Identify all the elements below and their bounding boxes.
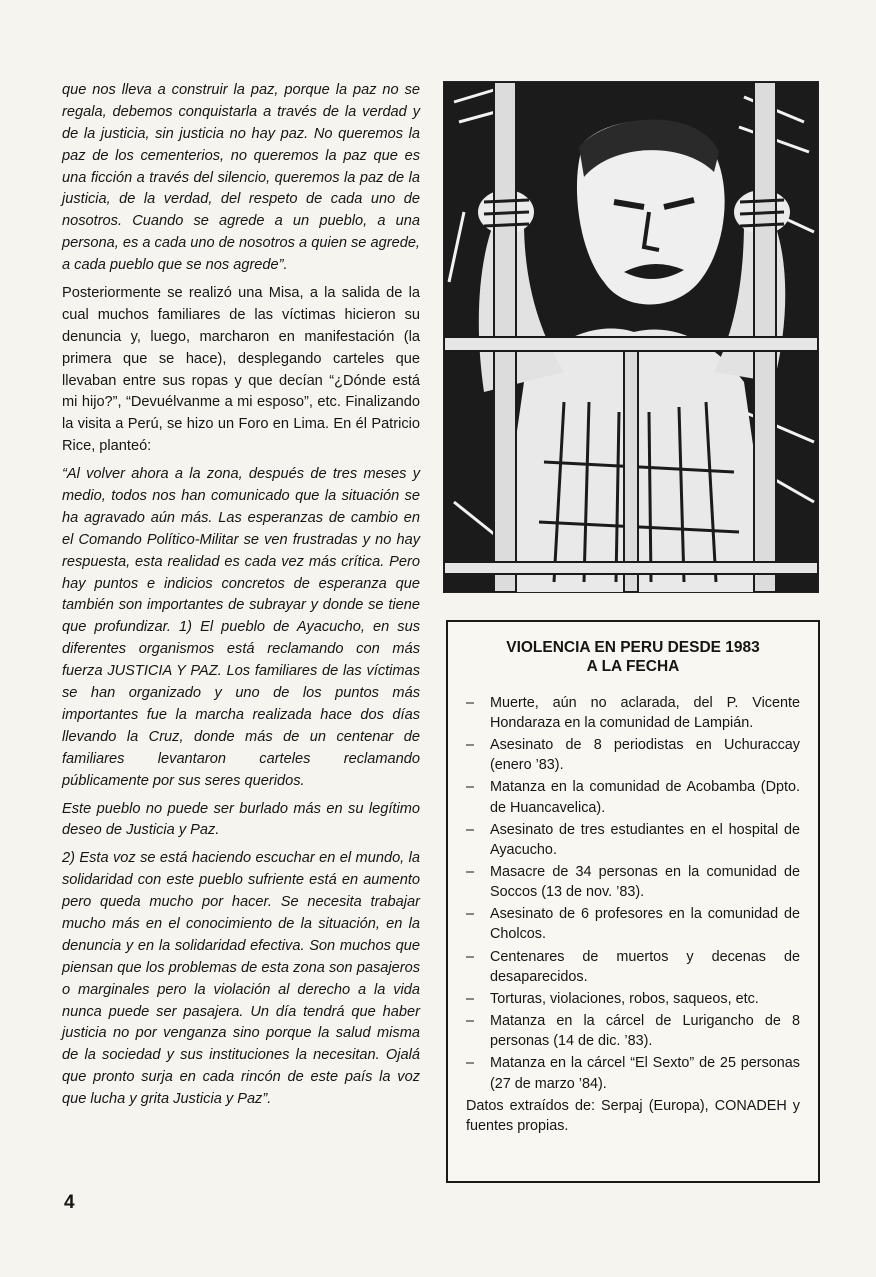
- article-quote: Este pueblo no puede ser burlado más en su legítimo deseo de Justicia y Paz.: [62, 800, 420, 839]
- dash-bullet: –: [466, 906, 475, 923]
- list-item: [466, 904, 800, 944]
- list-item-text: Asesinato de tres estudiantes en el hospital de Ayacucho.: [490, 821, 800, 858]
- sidebar-title-line: VIOLENCIA EN PERU DESDE 1983: [506, 639, 760, 656]
- list-item: [466, 862, 800, 902]
- article-quote: 2) Esta voz se está haciendo escuchar en el mundo, la solidaridad con este pueblo sufriente está en aumento pero queda mucho por hacer. Se necesita trabajar mucho más en el conocimiento de la situación, en la denuncia y en la solidaridad efectiva. Son muchos que piensan que los problemas de esta zona son pasajeros o marginales pero la violación al derecho a la vida nunca puede ser pasajera. Un día tendrá que haber justicia no por venganza sino porque la salud misma de la sociedad y sus instituciones la necesitan. Ojalá que pronto surja en cada rincón de este país la voz que lucha y grita Justicia y Paz”.: [62, 850, 420, 1108]
- dash-bullet: –: [466, 948, 475, 965]
- list-item-text: Matanza en la cárcel de Lurigancho de 8 personas (14 de dic. ’83).: [490, 1013, 800, 1050]
- list-item-text: Matanza en la comunidad de Acobamba (Dpto. de Huancavelica).: [490, 779, 800, 816]
- page-number: 4: [64, 1192, 75, 1213]
- list-item-text: Asesinato de 6 profesores en la comunidad de Cholcos.: [490, 906, 800, 943]
- dash-bullet: –: [466, 1013, 475, 1030]
- violence-timeline-box: [446, 620, 820, 1183]
- list-item: [466, 1011, 800, 1051]
- dash-bullet: –: [466, 779, 475, 796]
- list-item: [466, 947, 800, 987]
- list-item-text: Masacre de 34 personas en la comunidad de Soccos (13 de nov. ’83).: [490, 864, 800, 901]
- article-column: [62, 80, 420, 1117]
- list-item: [466, 735, 800, 775]
- data-source-note: Datos extraídos de: Serpaj (Europa), CONADEH y fuentes propias.: [466, 1097, 800, 1134]
- dash-bullet: –: [466, 737, 475, 754]
- list-item-text: Muerte, aún no aclarada, del P. Vicente Hondaraza en la comunidad de Lampián.: [490, 694, 800, 731]
- prisoner-behind-bars-image: [444, 82, 818, 592]
- violence-list: [466, 693, 800, 1094]
- dash-bullet: –: [466, 694, 475, 711]
- list-item: [466, 693, 800, 733]
- list-item: [466, 989, 800, 1009]
- list-item: [466, 820, 800, 860]
- sidebar-title: [466, 638, 800, 677]
- dash-bullet: –: [466, 990, 475, 1007]
- list-item: [466, 1053, 800, 1093]
- article-paragraph: que nos lleva a construir la paz, porque la paz no se regala, debemos conquistarla a través de la verdad y de la justicia, sin justicia no hay paz. No queremos la paz de los cementerios, no queremos la paz que es una ficción a través del silencio, queremos la paz de la justicia, de la verdad, del respeto de cada uno de nosotros. Cuando se agrede a un pueblo, a una persona, es a cada uno de nosotros a quien se agrede, a cada pueblo que se nos agrede”.: [62, 82, 420, 274]
- article-quote: “Al volver ahora a la zona, después de tres meses y medio, todos nos han comunicado que la situación se ha agravado aún más. Las esperanzas de cambio en el Comando Político-Militar se ven frustradas y no hay respuesta, esta realidad es cada vez más crítica. Pero hay puntos e indicios concretos de esperanza que también son importantes de subrayar y donde se tiene que profundizar. 1) El pueblo de Ayacucho, en sus diferentes organismos está reclamando con más fuerza JUSTICIA Y PAZ. Los familiares de las víctimas se han organizado y uno de los puntos más importantes fue la marcha realizada hace dos días llevando la Cruz, donde más de un centenar de familiares levantaron carteles reclamando públicamente por sus seres queridos.: [62, 466, 420, 789]
- dash-bullet: –: [466, 1055, 475, 1072]
- list-item-text: Centenares de muertos y decenas de desaparecidos.: [490, 948, 800, 985]
- sidebar-title-line: A LA FECHA: [586, 658, 680, 676]
- dash-bullet: –: [466, 821, 475, 838]
- list-item-text: Matanza en la cárcel “El Sexto” de 25 personas (27 de marzo ’84).: [490, 1055, 800, 1092]
- woodcut-illustration: [443, 81, 819, 593]
- list-item-text: Asesinato de 8 periodistas en Uchuraccay (enero ’83).: [490, 737, 800, 774]
- list-item-text: Torturas, violaciones, robos, saqueos, etc.: [490, 990, 759, 1007]
- list-item: [466, 777, 800, 817]
- dash-bullet: –: [466, 864, 475, 880]
- article-paragraph: Posteriormente se realizó una Misa, a la salida de la cual muchos familiares de las víctimas hicieron su denuncia y, luego, marcharon en manifestación (la primera que se hace), desplegando carteles que llevaban entre sus ropas y que decían “¿Dónde está mi hijo?”, “Devuélvanme a mi esposo”, etc. Finalizando la visita a Perú, se hizo un Foro en Lima. En él Patricio Rice, planteó:: [62, 285, 420, 455]
